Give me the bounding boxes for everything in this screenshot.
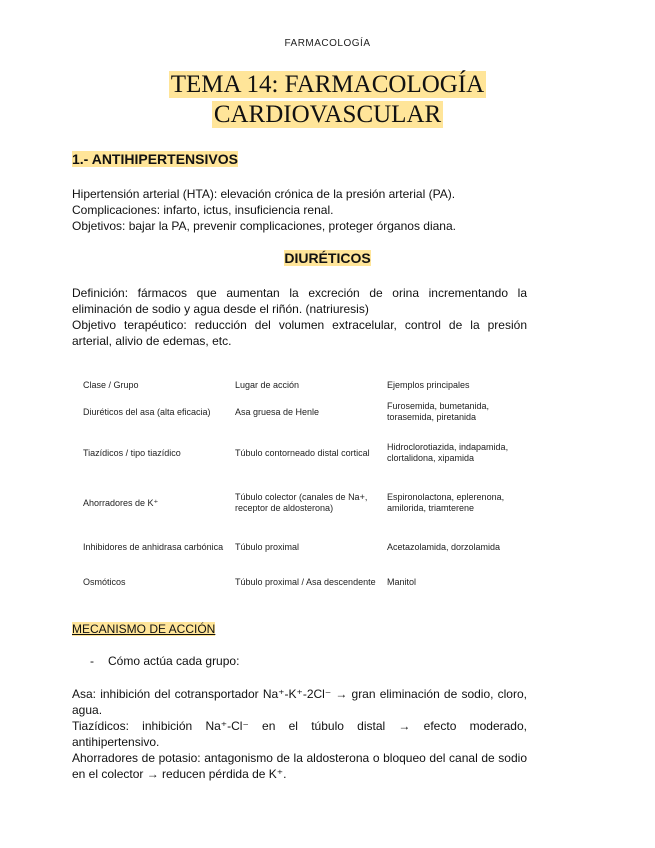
subsection-heading-diureticos: DIURÉTICOS (284, 250, 371, 266)
table-cell: Túbulo proximal (235, 541, 300, 552)
section-heading-antihipertensivos: 1.- ANTIHIPERTENSIVOS (72, 151, 238, 167)
title-line-2: CARDIOVASCULAR (213, 101, 442, 128)
table-row (80, 567, 530, 597)
mechanism-paragraph (72, 686, 527, 782)
table-cell: Manitol (387, 576, 417, 587)
table-row (80, 479, 530, 527)
table-cell: Espironolactona, eplerenona, amilorida, triamterene (387, 492, 505, 513)
table-header-cell: Lugar de acción (235, 379, 300, 390)
page-title (0, 70, 655, 130)
intro-line: Complicaciones: infarto, ictus, insuficiencia renal. (72, 203, 334, 217)
table-cell: Furosemida, bumetanida, torasemida, piretanida (387, 401, 490, 422)
title-line-1: TEMA 14: FARMACOLOGÍA (170, 71, 485, 98)
mechanism-line-tiazidicos: Tiazídicos: inhibición Na⁺-Cl⁻ en el túbulo distal → efecto moderado, antihipertensivo. (72, 719, 527, 749)
intro-paragraph (72, 186, 527, 234)
objective-line: Objetivo terapéutico: reducción del volumen extracelular, control de la presión arterial, alivio de edemas, etc. (72, 318, 527, 348)
table-cell: Tiazídicos / tipo tiazídico (83, 447, 181, 458)
bullet-dash: - (90, 654, 94, 668)
table-header-cell: Clase / Grupo (83, 379, 139, 390)
table-cell: Túbulo contorneado distal cortical (235, 447, 370, 458)
mechanism-heading: MECANISMO DE ACCIÓN (72, 622, 216, 636)
table-cell: Diuréticos del asa (alta eficacia) (83, 406, 211, 417)
diuretics-table (80, 373, 530, 597)
table-header-cell: Ejemplos principales (387, 379, 470, 390)
table-row (80, 427, 530, 479)
table-row (80, 527, 530, 567)
definition-line: Definición: fármacos que aumentan la excreción de orina incrementando la eliminación de sodio y agua desde el riñón. (natriuresis) (72, 286, 527, 316)
table-header-row (80, 373, 530, 397)
bullet-text: Cómo actúa cada grupo: (108, 654, 240, 668)
page-header: FARMACOLOGÍA (284, 38, 371, 49)
table-cell: Inhibidores de anhidrasa carbónica (83, 541, 224, 552)
table-row (80, 397, 530, 427)
table-cell: Osmóticos (83, 576, 126, 587)
bullet-item (90, 654, 239, 668)
table-cell: Asa gruesa de Henle (235, 406, 320, 417)
table-cell: Túbulo colector (canales de Na+, receptor de aldosterona) (235, 492, 368, 513)
table-cell: Hidroclorotiazida, indapamida, clortalidona, xipamida (387, 442, 509, 463)
intro-line: Hipertensión arterial (HTA): elevación crónica de la presión arterial (PA). (72, 187, 456, 201)
table-cell: Acetazolamida, dorzolamida (387, 541, 501, 552)
mechanism-line-asa: Asa: inhibición del cotransportador Na⁺-K⁺-2Cl⁻ → gran eliminación de sodio, cloro, agua. (72, 687, 527, 717)
table-cell: Túbulo proximal / Asa descendente (235, 576, 376, 587)
table-cell: Ahorradores de K⁺ (83, 497, 159, 508)
definition-paragraph (72, 285, 527, 349)
mechanism-line-ahorradores: Ahorradores de potasio: antagonismo de la aldosterona o bloqueo del canal de sodio en el colector → reducen pérdida de K⁺. (72, 751, 527, 781)
intro-line: Objetivos: bajar la PA, prevenir complicaciones, proteger órganos diana. (72, 219, 456, 233)
